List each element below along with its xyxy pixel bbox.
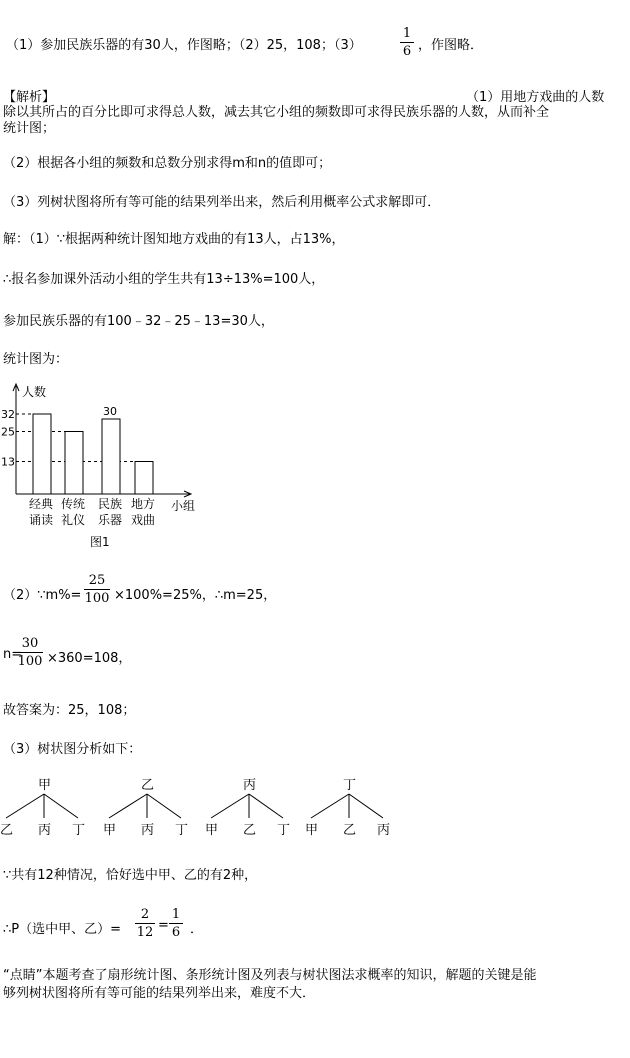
answer-frac-den: 6: [402, 44, 412, 59]
analysis-line2: 统计图；: [3, 121, 56, 136]
y-axis-label: 人数: [22, 385, 47, 399]
p-prefix: ∴P（选中甲、乙）=: [3, 922, 122, 937]
tree-branch: [44, 794, 78, 818]
tree-leaf: 丁: [277, 823, 291, 838]
tree-leaf: 丙: [141, 823, 155, 838]
analysis-header: 【解析】: [3, 90, 56, 105]
tree-leaf: 乙: [243, 823, 257, 838]
answer-fraction: [400, 25, 414, 60]
category-label: 诵读: [29, 513, 54, 527]
bar-chart: [0, 378, 220, 548]
tree-branch: [249, 794, 283, 818]
p-suffix: ．: [190, 922, 204, 937]
category-label: 经典: [29, 497, 54, 511]
m-suffix: ×100%=25%，∴m=25，: [114, 588, 277, 603]
analysis-step3: （3）列树状图将所有等可能的结果列举出来，然后利用概率公式求解即可．: [3, 195, 441, 210]
analysis-line1-right: （1）用地方戏曲的人数: [466, 90, 605, 105]
tree-branch: [349, 794, 383, 818]
tree-root: 乙: [141, 778, 155, 793]
p-fraction-1: [135, 906, 155, 941]
answer-text: （1）参加民族乐器的有30人，作图略；（2）25，108；（3）: [6, 38, 362, 53]
m-fraction: [84, 572, 110, 607]
solution-chart-intro: 统计图为：: [3, 352, 69, 367]
category-label: 戏曲: [131, 513, 156, 527]
p-frac1-num: 2: [140, 907, 150, 922]
solution-step1: 解：（1）∵根据两种统计图知地方戏曲的有13人，占13%，: [3, 232, 345, 247]
answer-summary: 故答案为：25，108；: [3, 703, 136, 718]
p-equals: =: [158, 918, 169, 933]
tree-leaf: 乙: [0, 823, 14, 838]
tree-leaf: 甲: [305, 823, 319, 838]
bar-2: [65, 432, 83, 495]
solution-step3: 参加民族乐器的有100﹣32﹣25﹣13=30人，: [3, 314, 274, 329]
tree-branch: [109, 794, 147, 818]
m-frac-den: 100: [84, 591, 110, 606]
tree-leaf: 甲: [103, 823, 117, 838]
answer-suffix: ，作图略．: [418, 38, 484, 53]
tree-branch: [311, 794, 349, 818]
p-frac2-den: 6: [171, 925, 181, 940]
tree-leaf: 丁: [175, 823, 189, 838]
n-fraction: [17, 635, 43, 670]
y-tick-label: 32: [1, 408, 15, 421]
bar-3: [102, 419, 120, 494]
tree-branch: [147, 794, 181, 818]
p-frac1-den: 12: [136, 925, 154, 940]
tree-intro: （3）树状图分析如下：: [3, 742, 142, 757]
n-frac-den: 100: [17, 654, 43, 669]
bar-1: [33, 414, 51, 494]
analysis-step2: （2）根据各小组的频数和总数分别求得m和n的值即可；: [3, 156, 332, 171]
p-fraction-2: [169, 906, 183, 941]
answer-line: [6, 34, 362, 53]
y-tick-label: 13: [1, 455, 15, 469]
comment-line1: “点睛”本题考查了扇形统计图、条形统计图及列表与树状图法求概率的知识，解题的关键是能: [3, 968, 537, 983]
analysis-line1: 除以其所占的百分比即可求得总人数，减去其它小组的频数即可求得民族乐器的人数，从而补全: [3, 105, 550, 120]
bar-value-label: 30: [103, 405, 117, 418]
y-tick-label: 25: [1, 425, 15, 439]
tree-root: 甲: [38, 778, 52, 793]
category-label: 地方: [131, 497, 156, 511]
tree-leaf: 乙: [343, 823, 357, 838]
category-label: 礼仪: [61, 513, 86, 527]
n-frac-num: 30: [21, 636, 39, 651]
tree-leaf: 甲: [205, 823, 219, 838]
n-prefix: n=: [3, 647, 23, 662]
m-frac-num: 25: [88, 573, 106, 588]
tree-leaf: 丙: [38, 823, 52, 838]
x-axis-label: 小组: [171, 499, 196, 513]
tree-root: 丁: [343, 778, 357, 793]
n-suffix: ×360=108，: [47, 651, 132, 666]
m-prefix: （2）∵m%=: [3, 588, 82, 603]
comment-line2: 够列树状图将所有等可能的结果列举出来，难度不大．: [3, 986, 316, 1001]
category-label: 乐器: [98, 513, 123, 527]
p-frac2-num: 1: [171, 907, 181, 922]
tree-leaf: 丙: [377, 823, 391, 838]
tree-leaf: 丁: [72, 823, 86, 838]
chart-caption: 图1: [90, 535, 110, 548]
category-label: 民族: [98, 497, 123, 511]
category-label: 传统: [61, 497, 86, 511]
solution-step2: ∴报名参加课外活动小组的学生共有13÷13%=100人，: [3, 272, 325, 287]
tree-root: 丙: [243, 778, 257, 793]
tree-branch: [6, 794, 44, 818]
bar-4: [135, 462, 153, 495]
tree-diagram: [0, 772, 400, 842]
count-line: ∵共有12种情况，恰好选中甲、乙的有2种，: [3, 868, 258, 883]
tree-branch: [211, 794, 249, 818]
answer-frac-num: 1: [402, 26, 412, 41]
